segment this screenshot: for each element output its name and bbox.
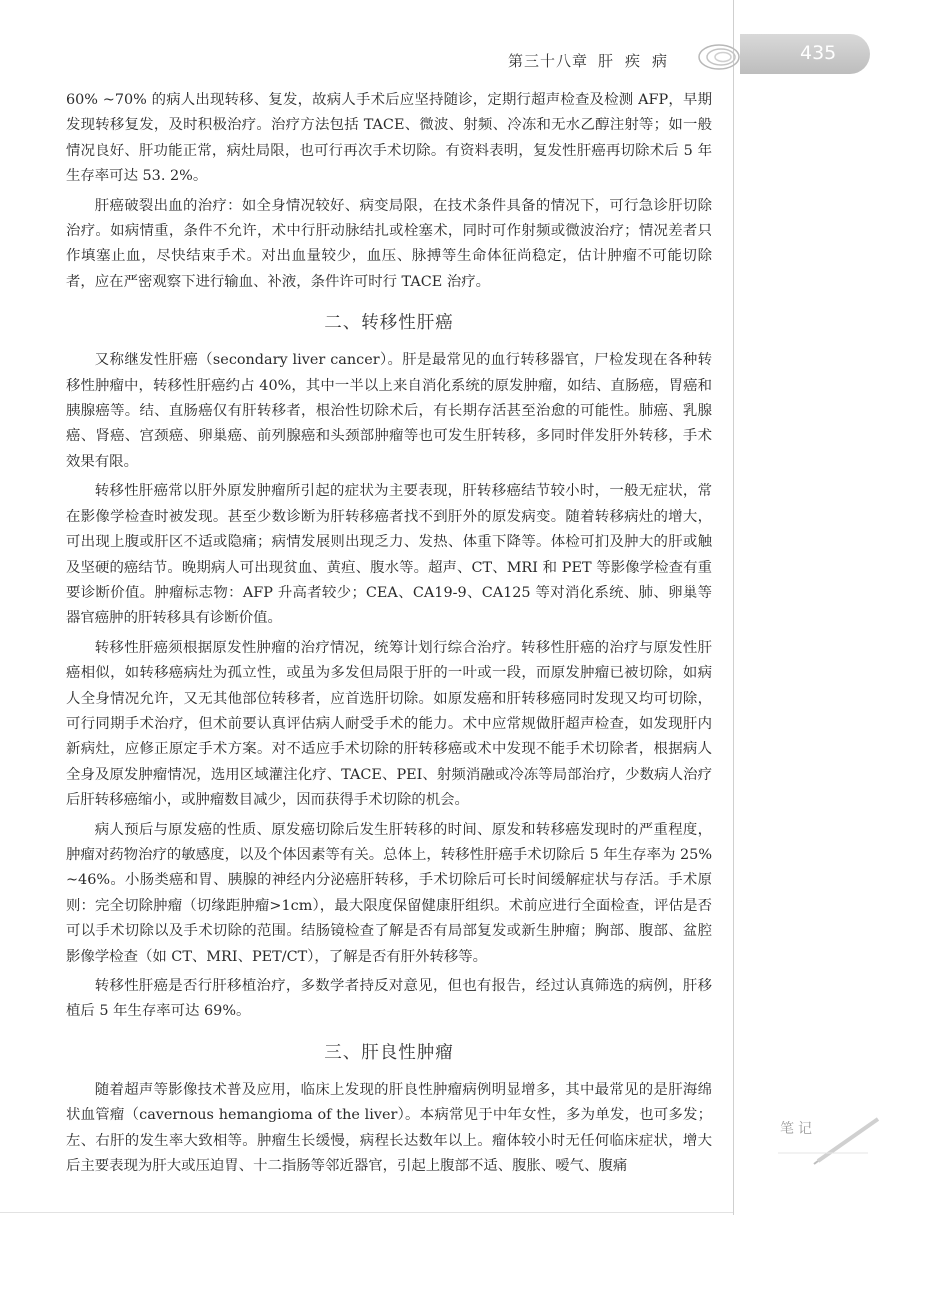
body-paragraph: 肝癌破裂出血的治疗：如全身情况较好、病变局限，在技术条件具备的情况下，可行急诊肝切除治疗。如病情重，条件不允许，术中行肝动脉结扎或栓塞术，同时可作射频或微波治疗；情况差者只作填塞止血，尽快结束手术。对出血量较少，血压、脉搏等生命体征尚稳定，估计肿瘤不可能切除者，应在严密观察下进行输血、补液，条件许可时行 TACE 治疗。 [66, 197, 712, 290]
chapter-topic: 肝疾病 [598, 52, 680, 70]
decorative-swirl-icon [697, 42, 741, 72]
page-number: 435 [800, 42, 837, 64]
margin-divider [733, 0, 734, 1215]
running-header [508, 50, 679, 71]
page-bottom-rule [0, 1212, 733, 1213]
body-paragraph: 转移性肝癌是否行肝移植治疗，多数学者持反对意见，但也有报告，经过认真筛选的病例，肝移植后 5 年生存率可达 69%。 [66, 978, 712, 1020]
body-paragraph: 转移性肝癌常以肝外原发肿瘤所引起的症状为主要表现，肝转移癌结节较小时，一般无症状，常在影像学检查时被发现。甚至少数诊断为肝转移癌者找不到肝外的原发病变。随着转移病灶的增大，可出现上腹或肝区不适或隐痛；病情发展则出现乏力、发热、体重下降等。体检可扪及肿大的肝或触及坚硬的癌结节。晚期病人可出现贫血、黄疸、腹水等。超声、CT、MRI 和 PET 等影像学检查有重要诊断价值。肿瘤标志物：AFP 升高者较少；CEA、CA19-9、CA125 等对消化系统、肺、卵巢等器官癌肿的肝转移具有诊断价值。 [66, 483, 712, 627]
page-body [66, 88, 712, 1179]
body-paragraph: 随着超声等影像技术普及应用，临床上发现的肝良性肿瘤病例明显增多，其中最常见的是肝海绵状血管瘤（cavernous hemangioma of the liver）。本病常见于中年女性，多为单发，也可多发；左、右肝的发生率大致相等。肿瘤生长缓慢，病程长达数年以上。瘤体较小时无任何临床症状，增大后主要表现为肝大或压迫胃、十二指肠等邻近器官，引起上腹部不适、腹胀、嗳气、腹痛 [66, 1081, 712, 1175]
section-heading-metastatic: 二、转移性肝癌 [324, 313, 454, 334]
body-paragraph: 病人预后与原发癌的性质、原发癌切除后发生肝转移的时间、原发和转移癌发现时的严重程度，肿瘤对药物治疗的敏感度，以及个体因素等有关。总体上，转移性肝癌手术切除后 5 年生存率为 25% ~46%。小肠类癌和胃、胰腺的神经内分泌癌肝转移，手术切除后可长时间缓解症状与存活。手术原则：完全切除肿瘤（切缘距肿瘤>1cm），最大限度保留健康肝组织。术前应进行全面检查，评估是否可以手术切除以及手术切除的范围。结肠镜检查了解是否有局部复发或新生肿瘤；胸部、腹部、盆腔影像学检查（如 CT、MRI、PET/CT），了解是否有肝外转移等。 [66, 821, 712, 965]
notes-label: 笔记 [780, 1121, 816, 1137]
section-heading-benign: 三、肝良性肿瘤 [324, 1042, 454, 1063]
body-paragraph: 又称继发性肝癌（secondary liver cancer）。肝是最常见的血行转移器官，尸检发现在各种转移性肿瘤中，转移性肝癌约占 40%，其中一半以上来自消化系统的原发肿瘤，如结、直肠癌，胃癌和胰腺癌等。结、直肠癌仅有肝转移者，根治性切除术后，有长期存活甚至治愈的可能性。肺癌、乳腺癌、肾癌、宫颈癌、卵巢癌、前列腺癌和头颈部肿瘤等也可发生肝转移，多同时伴发肝外转移，手术效果有限。 [66, 352, 712, 470]
chapter-number: 第三十八章 [508, 52, 589, 70]
body-paragraph: 转移性肝癌须根据原发性肿瘤的治疗情况，统筹计划行综合治疗。转移性肝癌的治疗与原发性肝癌相似，如转移癌病灶为孤立性，或虽为多发但局限于肝的一叶或一段，而原发肿瘤已被切除，如病人全身情况允许，又无其他部位转移者，应首选肝切除。如原发癌和肝转移癌同时发现又均可切除，可行同期手术治疗，但术前要认真评估病人耐受手术的能力。术中应常规做肝超声检查，如发现肝内新病灶，应修正原定手术方案。对不适应手术切除的肝转移癌或术中发现不能手术切除者，根据病人全身及原发肿瘤情况，选用区域灌注化疗、TACE、PEI、射频消融或冷冻等局部治疗，少数病人治疗后肝转移癌缩小，或肿瘤数目减少，因而获得手术切除的机会。 [66, 639, 712, 809]
body-paragraph: 60% ~70% 的病人出现转移、复发，故病人手术后应坚持随诊，定期行超声检查及检测 AFP，早期发现转移复发，及时积极治疗。治疗方法包括 TACE、微波、射频、冷冻和无水乙醇注射等；如一般情况良好、肝功能正常，病灶局限，也可行再次手术切除。有资料表明，复发性肝癌再切除术后 5 年生存率可达 53. 2%。 [66, 92, 712, 185]
